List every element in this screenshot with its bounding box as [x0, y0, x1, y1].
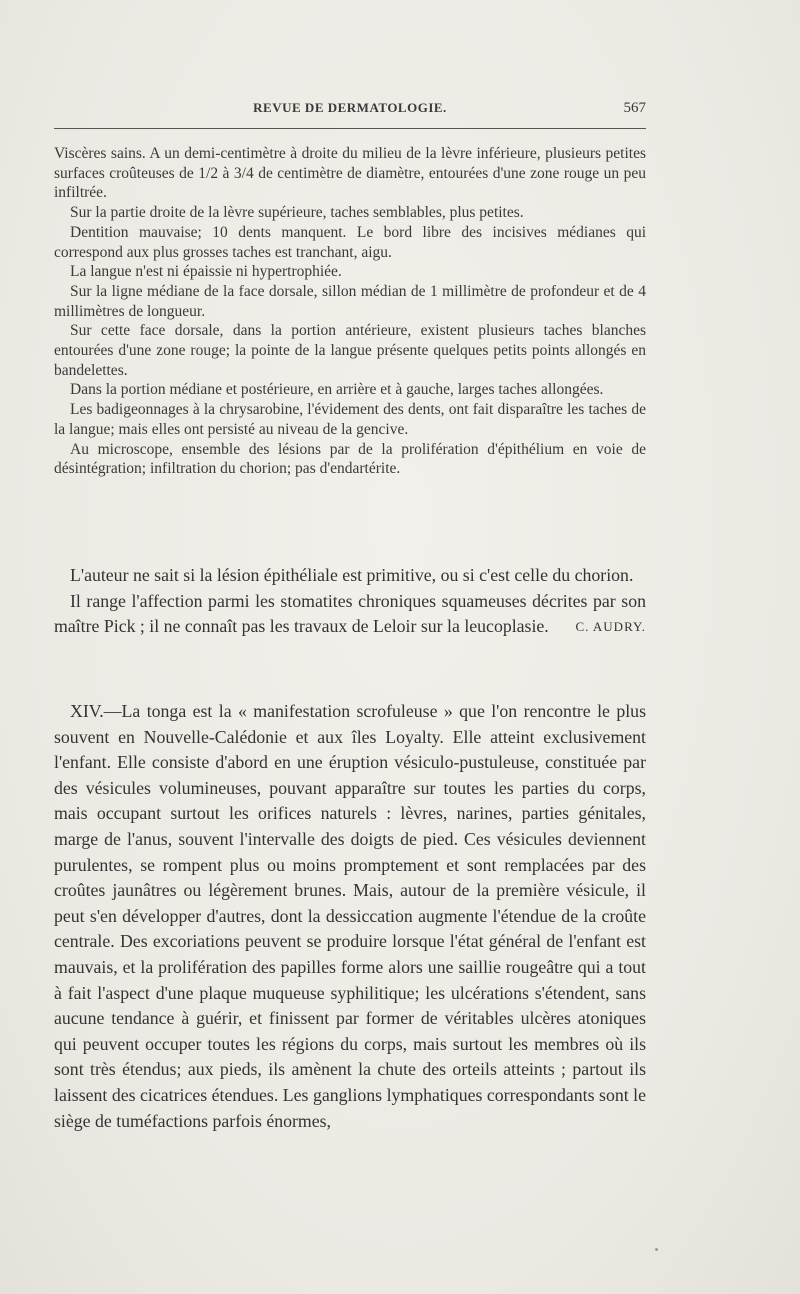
paper-speck — [655, 1248, 658, 1251]
case-paragraph: Dans la portion médiane et postérieure, en arrière et à gauche, larges taches allongées. — [70, 381, 604, 399]
conclusion-text: Il range l'affection parmi les stomatites chroniques squameuses décrites par son maître Pick ; il ne connaît pas les travaux de Leloir sur la leucoplasie. — [54, 590, 646, 637]
case-paragraph: Dentition mauvaise; 10 dents manquent. Le bord libre des incisives médianes qui correspond aux plus grosses taches est tranchant, aigu. — [54, 223, 646, 261]
author-signature: C. AUDRY. — [575, 619, 646, 635]
case-paragraph: Viscères sains. A un demi-centimètre à droite du milieu de la lèvre inférieure, plusieurs petites surfaces croûteuses de 1/2 à 3/4 de centimètre de diamètre, entourées d'une zone rouge un peu infiltrée. — [54, 145, 646, 202]
page-number: 567 — [623, 100, 646, 116]
case-paragraph: Sur cette face dorsale, dans la portion antérieure, existent plusieurs taches blanches entourées d'une zone rouge; la pointe de la langue présente quelques petits points allongés en bandelettes. — [54, 322, 646, 379]
section-text: —La tonga est la « manifestation scrofuleuse » que l'on rencontre le plus souvent en Nouvelle-Calédonie et aux îles Loyalty. Elle atteint exclusivement l'enfant. Elle consiste d'abord en une éruption vésiculo-pustuleuse, constituée par des vésicules volumineuses, pouvant apparaître sur toutes les parties du corps, mais occupant surtout les orifices naturels : lèvres, narines, parties génitales, marge de l'anus, souvent l'intervalle des doigts de pied. Ces vésicules deviennent purulentes, se rompent plus ou moins promptement et sont remplacées par des croûtes jaunâtres ou légèrement brunes. Mais, autour de la première vésicule, il peut s'en développer d'autres, dont la dessiccation augmente l'étendue de la croûte centrale. Des excoriations peuvent se produire lorsque l'état général de l'enfant est mauvais, et la prolifération des papilles forme alors une saillie rougeâtre qui a tout à fait l'aspect d'une plaque muqueuse syphilitique; les ulcérations s'étendent, sans aucune tendance à guérir, et finissent par former de véritables ulcères atoniques qui peuvent occuper toutes les régions du corps, mais surtout les membres où ils sont très étendus; aux pieds, ils amènent la chute des orteils atteints ; partout ils laissent des cicatrices étendues. Les ganglions lymphatiques correspondants sont le siège de tuméfactions parfois énormes, — [54, 701, 646, 1131]
conclusion-paragraph: L'auteur ne sait si la lésion épithéliale est primitive, ou si c'est celle du chorion. — [70, 565, 634, 585]
conclusion — [54, 563, 646, 640]
running-head — [54, 100, 646, 120]
case-paragraph: Sur la ligne médiane de la face dorsale, sillon médian de 1 millimètre de profondeur et de 4 millimètres de longueur. — [54, 282, 646, 320]
case-paragraph: Sur la partie droite de la lèvre supérieure, taches semblables, plus petites. — [70, 204, 524, 222]
case-paragraph: Les badigeonnages à la chrysarobine, l'évidement des dents, ont fait disparaître les taches de la langue; mais elles ont persisté au niveau de la gencive. — [54, 401, 646, 438]
header-rule — [54, 128, 646, 129]
running-title: REVUE DE DERMATOLOGIE. — [253, 100, 447, 115]
section-number: XIV. — [70, 701, 104, 721]
section-xiv — [54, 699, 646, 1134]
case-paragraph: Au microscope, ensemble des lésions par de la prolifération d'épithélium en voie de désintégration; infiltration du chorion; pas d'endartérite. — [54, 440, 646, 478]
case-paragraph: La langue n'est ni épaissie ni hypertrophiée. — [70, 263, 342, 281]
section-paragraph — [54, 699, 646, 1134]
case-report — [54, 144, 646, 479]
conclusion-paragraph — [54, 589, 646, 640]
